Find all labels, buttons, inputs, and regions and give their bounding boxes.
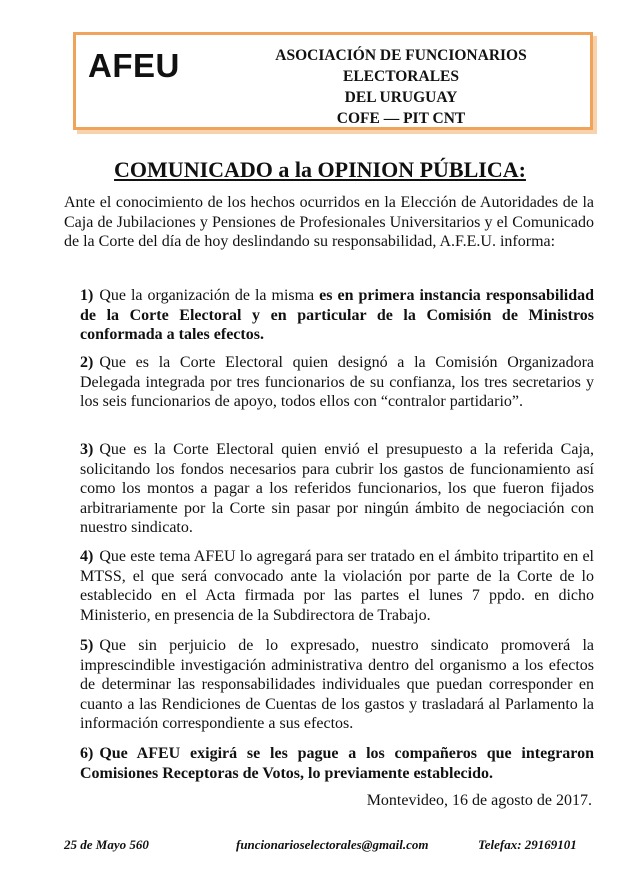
item-number: 5) xyxy=(80,637,94,654)
list-item-3 xyxy=(80,440,594,538)
list-item-4 xyxy=(80,547,594,625)
item-text: Que es la Corte Electoral quien envió el presupuesto a la referida Caja, solicitando los fondos necesarios para cubrir los gastos de funcionamiento así como los montos a pagar a los referidos funcionarios, los que fueron fijados arbitrariamente por la Corte sin pasar por ningún ámbito de negociación con nuestro sindicato. xyxy=(80,441,594,537)
footer-phone: Telefax: 29169101 xyxy=(478,837,577,852)
dateline: Montevideo, 16 de agosto de 2017. xyxy=(366,792,592,809)
item-number: 3) xyxy=(80,441,94,458)
item-number: 6) xyxy=(80,745,94,762)
item-text: Que sin perjuicio de lo expresado, nuestro sindicato promoverá la imprescindible investigación administrativa dentro del organismo a los efectos de determinar las responsabilidades individuales que puedan corresponder en cuanto a las Rendiciones de Cuentas de los gastos y trasladará al Parlamento la información correspondiente a sus efectos. xyxy=(80,637,594,733)
item-text: Que este tema AFEU lo agregará para ser tratado en el ámbito tripartito en el MTSS, el que será convocado ante la violación por parte de la Corte de lo establecido en el Acta firmada por las partes el lunes 7 ppdo. en dicho Ministerio, en presencia de la Subdirectora de Trabajo. xyxy=(80,548,594,624)
organization-name xyxy=(216,45,586,129)
list-item-2 xyxy=(80,353,594,412)
item-number: 4) xyxy=(80,548,94,565)
afeu-logo: AFEU xyxy=(88,47,180,84)
list-item-6 xyxy=(80,744,594,783)
list-item-5 xyxy=(80,636,594,734)
org-line-1: ASOCIACIÓN DE FUNCIONARIOS ELECTORALES xyxy=(275,47,527,85)
org-line-2: DEL URUGUAY xyxy=(344,89,458,106)
item-text: Que es la Corte Electoral quien designó a la Comisión Organizadora Delegada integrada por tres funcionarios de su confianza, los tres secretarios y los seis funcionarios de apoyo, todos ellos con “contralor partidario”. xyxy=(80,354,594,411)
document-title: COMUNICADO a la OPINION PÚBLICA: xyxy=(114,157,526,182)
item-text: Que la organización de la misma xyxy=(99,287,320,304)
letterhead-box xyxy=(73,32,593,130)
org-line-3: COFE — PIT CNT xyxy=(336,110,466,127)
item-number: 2) xyxy=(80,354,94,371)
footer-address: 25 de Mayo 560 xyxy=(64,837,149,852)
item-bold-text: es en primera instancia responsabilidad de la Corte Electoral y en particular de la Comisión de Ministros conformada a tales efectos. xyxy=(80,287,595,344)
intro-paragraph: Ante el conocimiento de los hechos ocurridos en la Elección de Autoridades de la Caja de Jubilaciones y Pensiones de Profesionales Universitarios y el Comunicado de la Corte del día de hoy deslindando su responsabilidad, A.F.E.U. informa: xyxy=(64,194,594,251)
item-bold-text: Que AFEU exigirá se les pague a los compañeros que integraron Comisiones Receptoras de Votos, lo previamente establecido. xyxy=(80,745,594,782)
list-item-1 xyxy=(80,286,594,345)
item-number: 1) xyxy=(80,287,94,304)
footer-email: funcionarioselectorales@gmail.com xyxy=(236,837,429,852)
